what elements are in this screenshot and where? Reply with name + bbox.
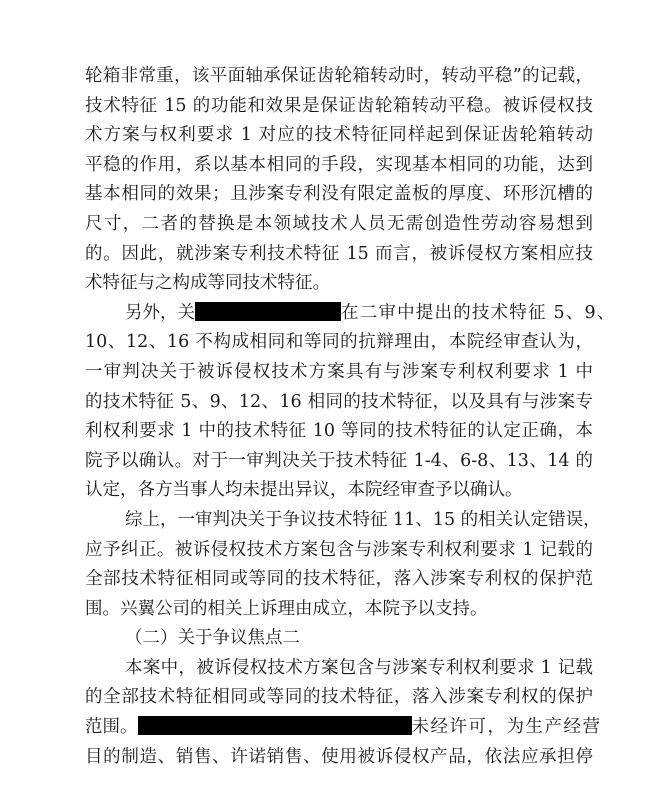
- text-line: 应予纠正。被诉侵权技术方案包含与涉案专利权利要求 1 记载的: [85, 539, 593, 560]
- text-line: 全部技术特征相同或等同的技术特征，落入涉案专利权的保护范: [85, 569, 593, 590]
- text-line: 目的制造、销售、许诺销售、使用被诉侵权产品，依法应承担停: [85, 746, 593, 767]
- text-fragment: 在二审中提出的技术特征 5、9、: [341, 302, 616, 323]
- redaction-block: [138, 716, 412, 735]
- text-fragment: 未经许可，为生产经营: [411, 717, 602, 738]
- paragraph-4-redacted-line: [85, 713, 602, 743]
- section-heading: （二）关于争议焦点二: [125, 628, 300, 649]
- text-line: 10、12、16 不构成相同和等同的抗辩理由，本院经审查认为，: [85, 332, 593, 353]
- text-line: 的全部技术特征相同或等同的技术特征，落入涉案专利权的保护: [85, 687, 593, 708]
- text-line: 利权利要求 1 中的技术特征 10 等同的技术特征的认定正确，本: [85, 421, 593, 442]
- text-line: 轮箱非常重，该平面轴承保证齿轮箱转动时，转动平稳”的记载，: [85, 66, 593, 86]
- text-line: 本案中，被诉侵权技术方案包含与涉案专利权利要求 1 记载: [125, 657, 593, 678]
- text-line: 术特征与之构成等同技术特征。: [85, 273, 330, 294]
- redaction-block: [195, 302, 341, 321]
- text-line: 基本相同的效果；且涉案专利没有限定盖板的厚度、环形沉槽的: [85, 184, 593, 205]
- text-line: 尺寸，二者的替换是本领域技术人员无需创造性劳动容易想到: [85, 213, 593, 234]
- text-line: 平稳的作用，系以基本相同的手段，实现基本相同的功能，达到: [85, 154, 593, 175]
- text-line: 技术特征 15 的功能和效果是保证齿轮箱转动平稳。被诉侵权技: [85, 95, 593, 116]
- text-line: 的技术特征 5、9、12、16 相同的技术特征，以及具有与涉案专: [85, 391, 593, 412]
- text-line: 院予以确认。对于一审判决关于技术特征 1-4、6-8、13、14 的: [85, 450, 593, 471]
- text-line: 围。兴翼公司的相关上诉理由成立，本院予以支持。: [85, 598, 488, 619]
- text-fragment: 范围。: [85, 717, 138, 738]
- text-line: 一审判决关于被诉侵权技术方案具有与涉案专利权利要求 1 中: [85, 361, 593, 382]
- text-fragment: 另外，关: [125, 302, 195, 323]
- text-line: 的。因此，就涉案专利技术特征 15 而言，被诉侵权方案相应技: [85, 243, 593, 264]
- document-page: [85, 62, 616, 772]
- paragraph-2-first-line: [85, 299, 616, 329]
- text-line: 术方案与权利要求 1 对应的技术特征同样起到保证齿轮箱转动: [85, 125, 593, 146]
- text-line: 认定，各方当事人均未提出异议，本院经审查予以确认。: [85, 480, 523, 501]
- text-line: 综上，一审判决关于争议技术特征 11、15 的相关认定错误，: [125, 509, 601, 530]
